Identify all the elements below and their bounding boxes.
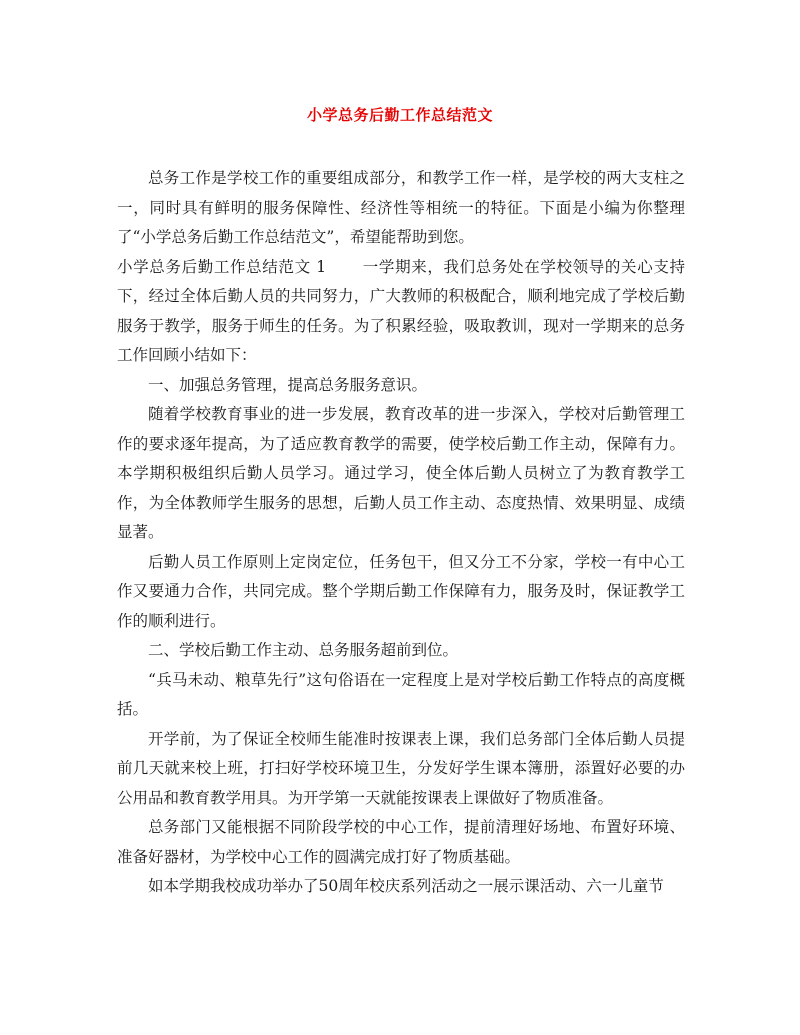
paragraph-1: 随着学校教育事业的进一步发展，教育改革的进一步深入，学校对后勤管理工作的要求逐年提高，为了适应教育教学的需要，使学校后勤工作主动，保障有力。本学期积极组织后勤人员学习。通过学习，使全体后勤人员树立了为教育教学工作，为全体教师学生服务的思想，后勤人员工作主动、态度热情、效果明显、成绩显著。 [117,405,685,541]
document-title: 小学总务后勤工作总结范文 [306,106,493,124]
section-first-text: 一学期来，我们总务处在学校领导的关心支持下，经过全体后勤人员的共同努力，广大教师的积极配合，顺利地完成了学校后勤服务于教学，服务于师生的任务。为了积累经验，吸取教训，现对一学期来的总务工作回顾小结如下： [117,257,685,364]
paragraph-6: 如本学期我校成功举办了50周年校庆系列活动之一展示课活动、六一儿童节 [148,877,664,895]
paragraph-5: 总务部门又能根据不同阶段学校的中心工作，提前清理好场地、布置好环境、准备好器材，为学校中心工作的圆满完成打好了物质基础。 [117,818,685,866]
document-body [117,164,685,902]
paragraph-4: 开学前，为了保证全校师生能准时按课表上课，我们总务部门全体后勤人员提前几天就来校上班，打扫好学校环境卫生，分发好学生课本簿册，添置好必要的办公用品和教育教学用具。为开学第一天就能按课表上课做好了物质准备。 [117,729,685,807]
heading-2: 二、学校后勤工作主动、总务服务超前到位。 [148,641,459,659]
intro-paragraph: 总务工作是学校工作的重要组成部分，和教学工作一样，是学校的两大支柱之一，同时具有鲜明的服务保障性、经济性等相统一的特征。下面是小编为你整理了“小学总务后勤工作总结范文”，希望能帮助到您。 [117,169,685,246]
paragraph-2: 后勤人员工作原则上定岗定位，任务包干，但又分工不分家，学校一有中心工作又要通力合作，共同完成。整个学期后勤工作保障有力，服务及时，保证教学工作的顺利进行。 [117,552,685,630]
section-1-paragraph [117,253,685,371]
paragraph-3: “兵马未动、粮草先行”这句俗语在一定程度上是对学校后勤工作特点的高度概括。 [117,670,685,718]
heading-1: 一、加强总务管理，提高总务服务意识。 [148,375,428,394]
section-label: 小学总务后勤工作总结范文 1 [117,257,327,276]
